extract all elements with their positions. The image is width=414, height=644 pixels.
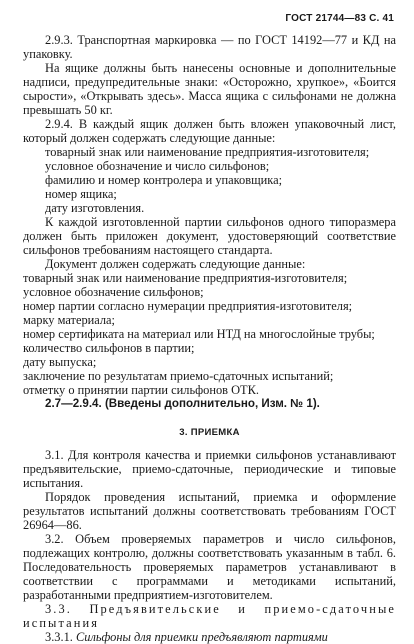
paragraph-document-contents: Документ должен содержать следующие данные: (45, 257, 306, 271)
paragraph-party-document: К каждой изготовленной партии сильфонов одного типоразмера должен быть приложен документ, удостоверяющий соответствие сильфонов требованиям настоящего стандарта. (23, 215, 396, 257)
list-item: товарный знак или наименование предприятия-изготовителя; (23, 271, 348, 285)
list-item: фамилию и номер контролера и упаковщика; (45, 173, 283, 187)
list-item: товарный знак или наименование предприятия-изготовителя; (45, 145, 370, 159)
document-body (23, 33, 396, 644)
paragraph-3-1: 3.1. Для контроля качества и приемки сильфонов устанавливают предъявительские, приемо-сдаточные, периодические и типовые испытания. (23, 448, 396, 490)
list-item: номер партии согласно нумерации предприятия-изготовителя; (23, 299, 353, 313)
list-item: отметку о принятии партии сильфонов ОТК. (23, 383, 259, 397)
list-item: номер ящика; (45, 187, 117, 201)
amendment-note: 2.7—2.9.4. (Введены дополнительно, Изм. № 1). (45, 397, 320, 410)
paragraph-test-order: Порядок проведения испытаний, приемка и оформление результатов испытаний должны соответствовать требованиям ГОСТ 26964—86. (23, 490, 396, 532)
paragraph-3-2: 3.2. Объем проверяемых параметров и число сильфонов, подлежащих контролю, должны соответствовать указанным в табл. 6. Последовательность проверяемых параметров устанавливают в соответствии с программами и методиками испытаний, разработанными предприятием-изготовителем. (23, 532, 396, 602)
paragraph-box-marking: На ящике должны быть нанесены основные и дополнительные надписи, предупредительные знаки: «Осторожно, хрупкое», «Боится сырости», «Открывать здесь». Масса ящика с сильфонами не должна превышать 50 кг. (23, 61, 396, 117)
list-item: заключение по результатам приемо-сдаточных испытаний; (23, 369, 334, 383)
paragraph-3-3-1 (23, 630, 396, 644)
paragraph-3-3: 3.3. Предъявительские и приемо-сдаточные испытания (23, 602, 396, 630)
list-item: дату выпуска; (23, 355, 97, 369)
section-title: 3. ПРИЕМКА (179, 427, 240, 438)
paragraph-number: 3.3.1. (45, 630, 76, 644)
paragraph-2-9-4: 2.9.4. В каждый ящик должен быть вложен упаковочный лист, который должен содержать следующие данные: (23, 117, 396, 145)
list-item: условное обозначение сильфонов; (23, 285, 204, 299)
list-item: количество сильфонов в партии; (23, 341, 195, 355)
italic-text: Сильфоны для приемки предъявляют партиями (75, 630, 328, 644)
list-item: марку материала; (23, 313, 115, 327)
list-item: номер сертификата на материал или НТД на многослойные трубы; (23, 327, 375, 341)
list-item: дату изготовления. (45, 201, 145, 215)
running-head: ГОСТ 21744—83 С. 41 (285, 13, 394, 24)
list-item: условное обозначение и число сильфонов; (45, 159, 270, 173)
paragraph-2-9-3: 2.9.3. Транспортная маркировка — по ГОСТ 14192—77 и КД на упаковку. (23, 33, 396, 61)
